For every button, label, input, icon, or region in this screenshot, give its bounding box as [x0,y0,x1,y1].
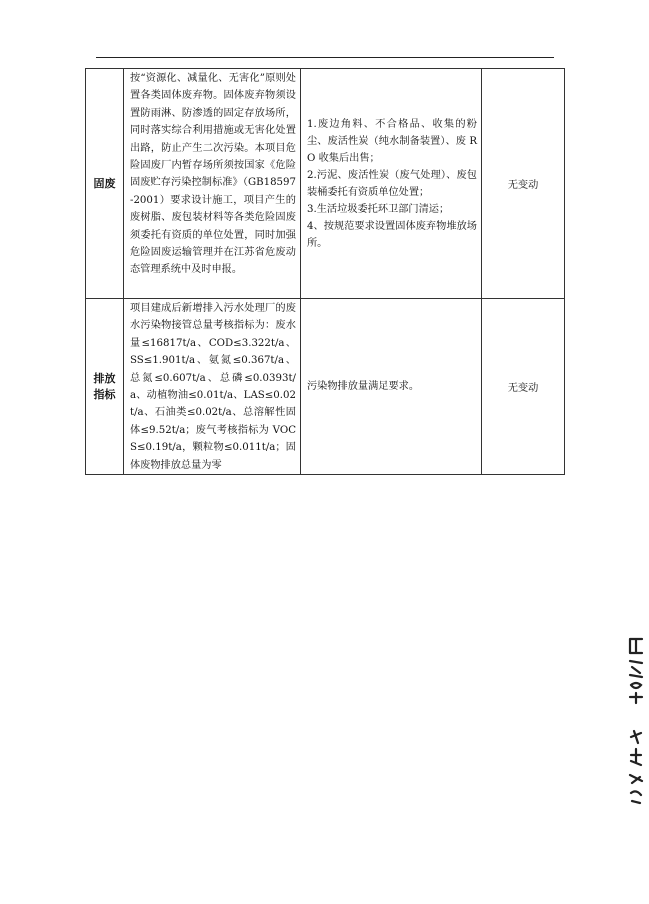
action-item: 4、按规范要求设置固体废弃物堆放场所。 [307,220,477,249]
change-status-cell: 无变动 [482,69,565,299]
requirement-cell: 项目建成后新增排入污水处理厂的废水污染物接管总量考核指标为：废水量≤16817t/a、COD≤3.322t/a、SS≤1.901t/a、氨氮≤0.367t/a、总氮≤0.607t/a、总磷≤0.0393t/a、动植物油≤0.01t/a、LAS≤0.02t/a、石油类≤0.02t/a、总溶解性固体≤9.52t/a；废气考核指标为 VOCS≤0.19t/a，颗粒物≤0.011t/a；固体废物排放总量为零 [124,299,301,475]
table-row-emission-indicators [86,299,565,475]
action-item: 2.污泥、废活性炭（废气处理）、废包装桶委托有资质单位处置； [307,169,477,198]
requirement-cell: 按“资源化、减量化、无害化”原则处置各类固体废弃物。固体废弃物须设置防雨淋、防渗透的固定存放场所，同时落实综合利用措施或无害化处置出路，防止产生二次污染。本项目危险固废厂内暂存场所须按国家《危险固废贮存污染控制标准》（GB18597-2001）要求设计施工，项目产生的废树脂、废包装材料等各类危险固废须委托有资质的单位处置，同时加强危险固废运输管理并在江苏省危废动态管理系统中及时申报。 [124,69,301,299]
change-status-cell: 无变动 [482,299,565,475]
action-item: 污染物排放量满足要求。 [307,381,420,393]
action-item: 1.废边角料、不合格品、收集的粉尘、废活性炭（纯水制备装置）、废 RO 收集后出售； [307,118,477,164]
binding-stamp-mark [626,633,646,813]
category-label: 排放指标 [93,371,116,401]
category-cell: 固废 [86,69,124,299]
category-cell [86,299,124,475]
header-rule [96,57,554,58]
implementation-cell [301,299,482,475]
table-row-solid-waste [86,69,565,299]
implementation-cell [301,69,482,299]
action-item: 3.生活垃圾委托环卫部门清运； [307,203,450,215]
compliance-table [85,68,565,475]
